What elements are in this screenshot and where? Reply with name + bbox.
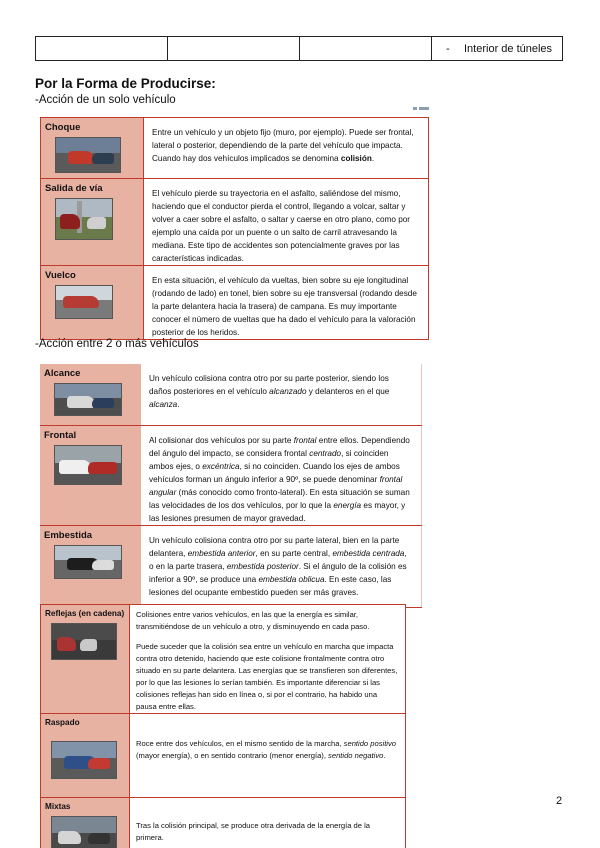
accident-type-embestida: Embestida — [44, 529, 93, 541]
row-description: Tras la colisión principal, se produce otra derivada de la energía de la primera. — [130, 798, 406, 848]
accident-type-salida-de-via: Salida de vía — [45, 183, 103, 194]
table-cell — [168, 37, 300, 61]
table-row — [41, 118, 429, 179]
row-label-cell — [41, 118, 144, 179]
top-table — [35, 36, 563, 61]
row-label-cell — [41, 714, 130, 798]
table-row — [41, 266, 429, 340]
accident-type-frontal: Frontal — [44, 429, 77, 441]
subheading-single-vehicle: -Acción de un solo vehículo — [35, 94, 176, 106]
table-row — [41, 179, 429, 266]
mixed-collision-photo — [51, 816, 117, 848]
row-description: Un vehículo colisiona contra otro por su parte posterior, siendo los daños posteriores en el vehículo alcanzado y delanteros en el que alcanza. — [141, 364, 422, 425]
page-number: 2 — [556, 795, 563, 807]
row-description: Entre un vehículo y un objeto fijo (muro, por ejemplo). Puede ser frontal, lateral o posterior, dependiendo de la parte del vehículo que impacta. Cuando hay dos vehículos implicados se denomina colisión. — [144, 118, 429, 179]
multi-vehicle-table-continued — [40, 604, 406, 848]
row-label-cell — [41, 179, 144, 266]
crash-photo — [55, 137, 121, 173]
row-description: Roce entre dos vehículos, en el mismo sentido de la marcha, sentido positivo (mayor energía), o en sentido contrario (menor energía), sentido negativo. — [130, 714, 406, 798]
accident-type-alcance: Alcance — [44, 368, 81, 379]
table-row — [40, 364, 422, 425]
table-row — [41, 798, 406, 848]
single-vehicle-table — [40, 117, 429, 340]
multi-vehicle-table — [40, 364, 422, 608]
table-row — [41, 605, 406, 714]
table-cell — [300, 37, 432, 61]
tunnel-interior-label: Interior de túneles — [464, 42, 553, 55]
rear-end-photo — [54, 383, 122, 416]
table-cell — [36, 37, 168, 61]
accident-type-mixtas: Mixtas — [45, 802, 71, 811]
accident-type-reflejas: Reflejas (en cadena) — [45, 609, 125, 618]
table-row — [40, 525, 422, 607]
row-description: En esta situación, el vehículo da vueltas, bien sobre su eje longitudinal (rodando de lado) en tonel, bien sobre su eje transversal (rodando desde la parte delantera hacia la trasera) de campana. Es muy importante conocer el número de vueltas que ha dado el vehículo para la valoración posterior de los heridos. — [144, 266, 429, 340]
table-row — [41, 714, 406, 798]
road-exit-photo — [55, 198, 113, 240]
row-description: Al colisionar dos vehículos por su parte frontal entre ellos. Dependiendo del ángulo del impacto, se considera frontal centrado, si coinciden ambos ejes, o excéntrica, si no coinciden. Cuando los ejes de ambos vehículos forman un ángulo inferior a 90º, se puede denominar frontal angular (más conocido como fronto-lateral). En esta situación se suman las velocidades de los dos vehículos, por lo que la energía es mayor, y las lesiones presumen de mayor gravedad. — [141, 425, 422, 525]
row-label-cell — [41, 798, 130, 848]
row-description: Colisiones entre varios vehículos, en las que la energía es similar, transmitiéndose de un vehículo a otro, y disminuyendo en cada paso. Puede suceder que la colisión sea entre un vehículo en marcha que impacta contra otro detenido, haciendo que este colisione frontalmente contra otro situado en su parte delantera. Las energías que se transfieren son diferentes, por lo que las lesiones lo serían también. Es importante diferenciar si las colisiones reflejas han sido en línea o, si por el contrario, ha habido una pausa entre ellas. — [130, 605, 406, 714]
side-impact-photo — [54, 545, 122, 579]
row-label-cell — [40, 525, 141, 607]
row-label-cell — [41, 605, 130, 714]
table-cell-tunnel — [432, 37, 563, 61]
list-dash: - — [446, 42, 450, 55]
rollover-photo — [55, 285, 113, 319]
chain-collision-photo — [51, 623, 117, 660]
table-row — [40, 425, 422, 525]
accident-type-vuelco: Vuelco — [45, 270, 76, 281]
section-heading: Por la Forma de Producirse: — [35, 76, 216, 91]
accident-type-choque: Choque — [45, 122, 81, 133]
scrape-photo — [51, 741, 117, 779]
accident-type-raspado: Raspado — [45, 718, 80, 727]
row-label-cell — [41, 266, 144, 340]
row-description: El vehículo pierde su trayectoria en el asfalto, saliéndose del mismo, haciendo que el conductor pierda el control, llegando a volcar, saltar y volver a caer sobre el asfalto, o saltar y caerse en otro plano, como por ejemplo una caída por un puente o un salto de carril atravesando la mediana. Este tipo de accidentes son potencialmente graves por las características indicadas. — [144, 179, 429, 266]
row-label-cell — [40, 364, 141, 425]
row-description: Un vehículo colisiona contra otro por su parte lateral, bien en la parte delantera, embestida anterior, en su parte central, embestida centrada, o en la parte trasera, embestida posterior. Si el ángulo de la colisión es inferior a 90º, se produce una embestida oblicua. En este caso, las lesiones del ocupante embestido pueden ser más graves. — [141, 525, 422, 607]
frontal-crash-photo — [54, 445, 122, 485]
row-label-cell — [40, 425, 141, 525]
subheading-multi-vehicle: -Acción entre 2 o más vehículos — [35, 338, 199, 350]
